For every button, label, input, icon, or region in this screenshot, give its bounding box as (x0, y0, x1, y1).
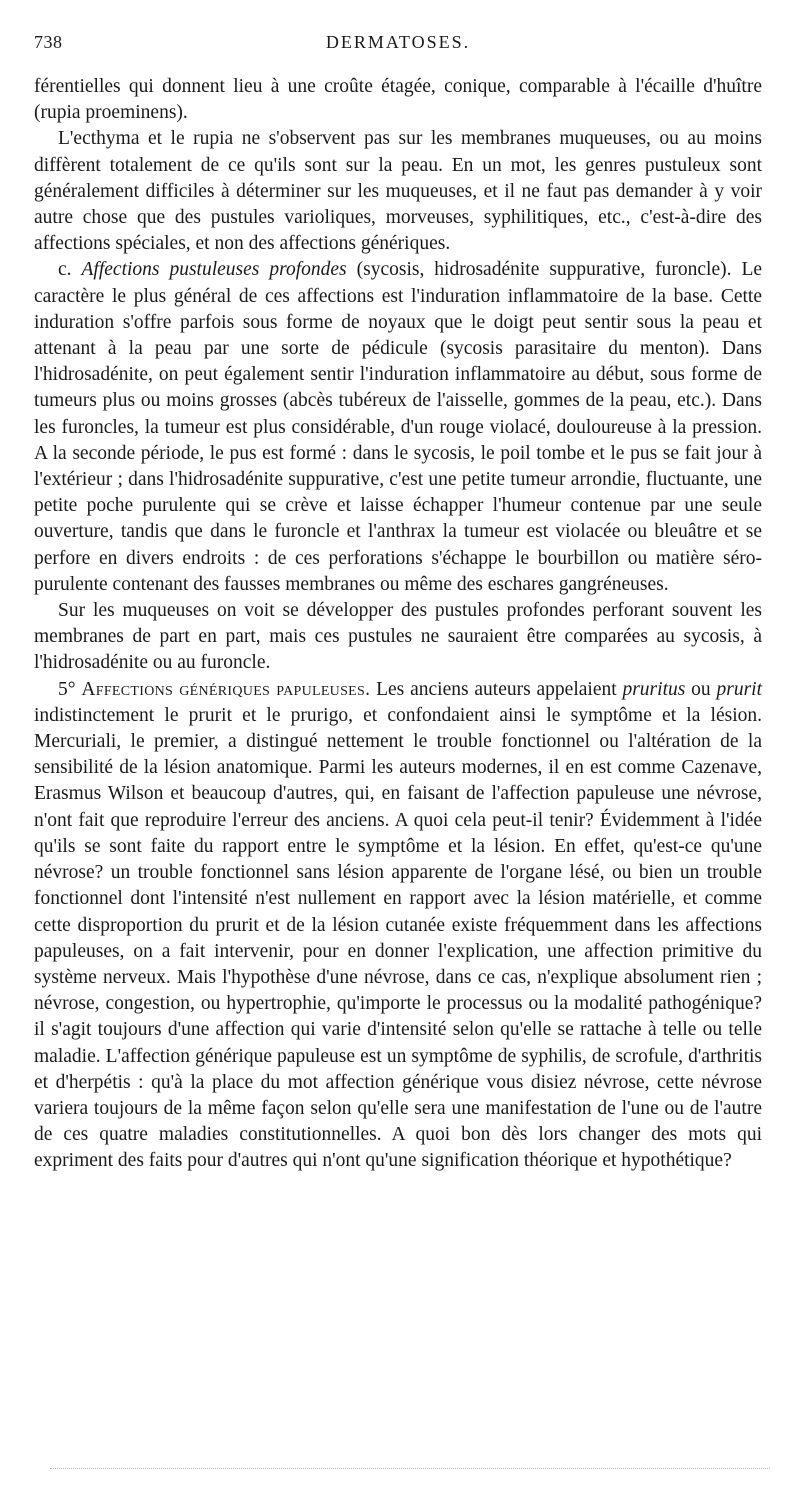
italic-term: pruritus (622, 678, 686, 700)
paragraph-muqueuses (34, 598, 762, 677)
footer-rule (50, 1468, 770, 1470)
paragraph-text: indistinctement le prurit et le prurigo, et confondaient ainsi le symptôme et la lésion. Mercuriali, le premier, a distingué nettement le trouble fonctionnel ou l'altération de la sensibilité de la lésion anatomique. Parmi les auteurs modernes, il en est comme Cazenave, Erasmus Wilson et beaucoup d'autres, qui, en faisant de l'affection papuleuse une névrose, n'ont fait que reproduire l'erreur des anciens. A quoi cela peut-il tenir? Évidemment à l'idée qu'ils se sont faite du rapport entre le symptôme et la lésion. En effet, qu'est-ce qu'une névrose? un trouble fonctionnel sans lésion apparente de l'organe lésé, ou bien un trouble fonctionnel dont l'intensité n'est nullement en rapport avec la lésion matérielle, et comme cette disproportion du prurit et de la lésion cutanée existe fréquemment dans les affections papuleuses, on a fait intervenir, pour en donner l'explication, une affection primitive du système nerveux. Mais l'hypothèse d'une névrose, dans ce cas, n'explique absolument rien ; névrose, congestion, ou hypertrophie, qu'importe le processus ou la modalité pathogénique? il s'agit toujours d'une affection qui varie d'intensité selon qu'elle se rattache à telle ou telle maladie. L'affection générique papuleuse est un symptôme de syphilis, de scrofule, d'arthritis et d'herpétis : qu'à la place du mot affection générique vous disiez névrose, cette névrose variera toujours de la même façon selon qu'elle sera une manifestation de l'une ou de l'autre de ces quatre maladies constitutionnelles. A quoi bon dès lors changer des mots qui expriment des faits pour d'autres qui n'ont qu'une signification théorique et hypothétique? (34, 704, 762, 1172)
paragraph-text: Sur les muqueuses on voit se développer des pustules profondes perforant souvent les membranes de part en part, mais ces pustules ne sauraient être comparées au sycosis, à l'hidrosadénite ou au furoncle. (34, 600, 762, 674)
paragraph-text: L'ecthyma et le rupia ne s'observent pas sur les membranes muqueuses, ou au moins diffèrent totalement de ce qu'ils sont sur la peau. En un mot, les genres pustuleux sont généralement difficiles à déterminer sur les muqueuses, et il ne faut pas demander à y voir autre chose que des pustules varioliques, morveuses, syphilitiques, etc., c'est-à-dire des affections spéciales, et non des affections génériques. (34, 128, 762, 255)
paragraph-text: (sycosis, hidrosadénite suppurative, furoncle). Le caractère le plus général de ces affections est l'induration inflammatoire de la base. Cette induration s'offre parfois sous forme de noyaux que le doigt peut sentir sous la peau et attenant à la peau par une sorte de pédicule (sycosis parasitaire du menton). Dans l'hidrosadénite, on peut également sentir l'induration inflammatoire au début, sous forme de tumeurs plus ou moins grosses (abcès tubéreux de l'aisselle, gommes de la peau, etc.). Dans les furoncles, la tumeur est plus considérable, d'un rouge violacé, douloureuse à la pression. A la seconde période, le pus est formé : dans le sycosis, le poil tombe et le pus se fait jour à l'extérieur ; dans l'hidrosadénite suppurative, c'est une petite tumeur arrondie, fluctuante, une petite poche purulente qui se crève et laisse échapper l'humeur contenue par une seule ouverture, tandis que dans le furoncle et l'anthrax la tumeur est violacée ou bleuâtre et se perfore en divers endroits : de ces perforations s'échappe le bourbillon ou matière séro-purulente contenant des fausses membranes ou même des eschares gangréneuses. (34, 259, 763, 595)
section-title: Affections pustuleuses profondes (81, 259, 347, 281)
page-number: 738 (34, 32, 63, 52)
paragraph-text: Les anciens auteurs appelaient (370, 678, 623, 700)
paragraph-text: ou (685, 678, 717, 700)
section-heading: Affections génériques papuleuses. (81, 678, 371, 700)
paragraph-text: férentielles qui donnent lieu à une croûte étagée, conique, comparable à l'écaille d'huître (rupia proeminens). (34, 76, 762, 124)
paragraph-affections-profondes (34, 257, 762, 598)
page-header (34, 30, 762, 52)
paragraph-papuleuses (34, 677, 762, 1175)
section-number: 5° (58, 678, 82, 700)
body-text (34, 74, 762, 1175)
running-title: DERMATOSES. (325, 32, 471, 52)
paragraph-ecthyma-rupia (34, 126, 762, 257)
paragraph-continuation (34, 74, 762, 126)
section-letter: c. (58, 259, 82, 281)
italic-term: prurit (716, 678, 762, 700)
